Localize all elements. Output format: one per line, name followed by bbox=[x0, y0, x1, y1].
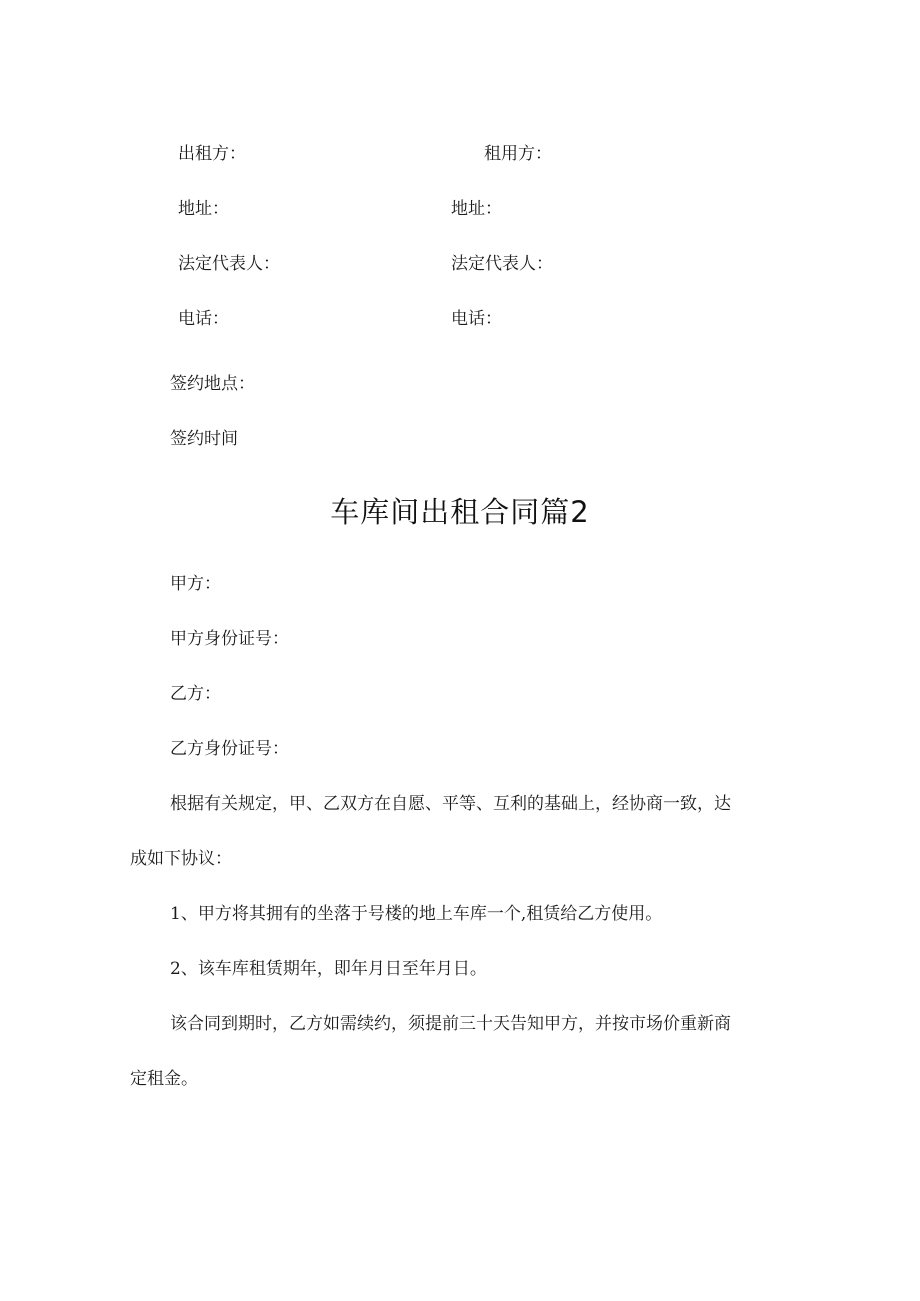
document-title: 车库间出租合同篇2 bbox=[330, 495, 590, 529]
lessor-representative-label: 法定代表人： bbox=[178, 254, 280, 274]
renewal-paragraph-line-1: 该合同到期时，乙方如需续约，须提前三十天告知甲方，并按市场价重新商 bbox=[170, 1014, 731, 1034]
lessee-representative-label: 法定代表人： bbox=[451, 254, 553, 274]
sign-time-label: 签约时间 bbox=[170, 429, 238, 449]
clause-2: 2、该车库租赁期年，即年月日至年月日。 bbox=[170, 959, 487, 979]
lessor-label: 出租方： bbox=[178, 144, 246, 164]
intro-paragraph-line-2: 成如下协议： bbox=[130, 849, 232, 869]
clause-1: 1、甲方将其拥有的坐落于号楼的地上车库一个,租赁给乙方使用。 bbox=[170, 904, 663, 924]
renewal-paragraph-line-2: 定租金。 bbox=[130, 1069, 198, 1089]
lessee-address-label: 地址： bbox=[451, 199, 502, 219]
sign-place-label: 签约地点： bbox=[170, 374, 255, 394]
lessee-phone-label: 电话： bbox=[451, 309, 502, 329]
party-a-id-label: 甲方身份证号： bbox=[170, 629, 289, 649]
lessee-label: 租用方： bbox=[484, 144, 552, 164]
party-b-id-label: 乙方身份证号： bbox=[170, 739, 289, 759]
lessor-address-label: 地址： bbox=[178, 199, 229, 219]
lessor-phone-label: 电话： bbox=[178, 309, 229, 329]
party-a-label: 甲方： bbox=[170, 574, 221, 594]
intro-paragraph-line-1: 根据有关规定，甲、乙双方在自愿、平等、互利的基础上，经协商一致，达 bbox=[170, 794, 731, 814]
party-b-label: 乙方： bbox=[170, 684, 221, 704]
